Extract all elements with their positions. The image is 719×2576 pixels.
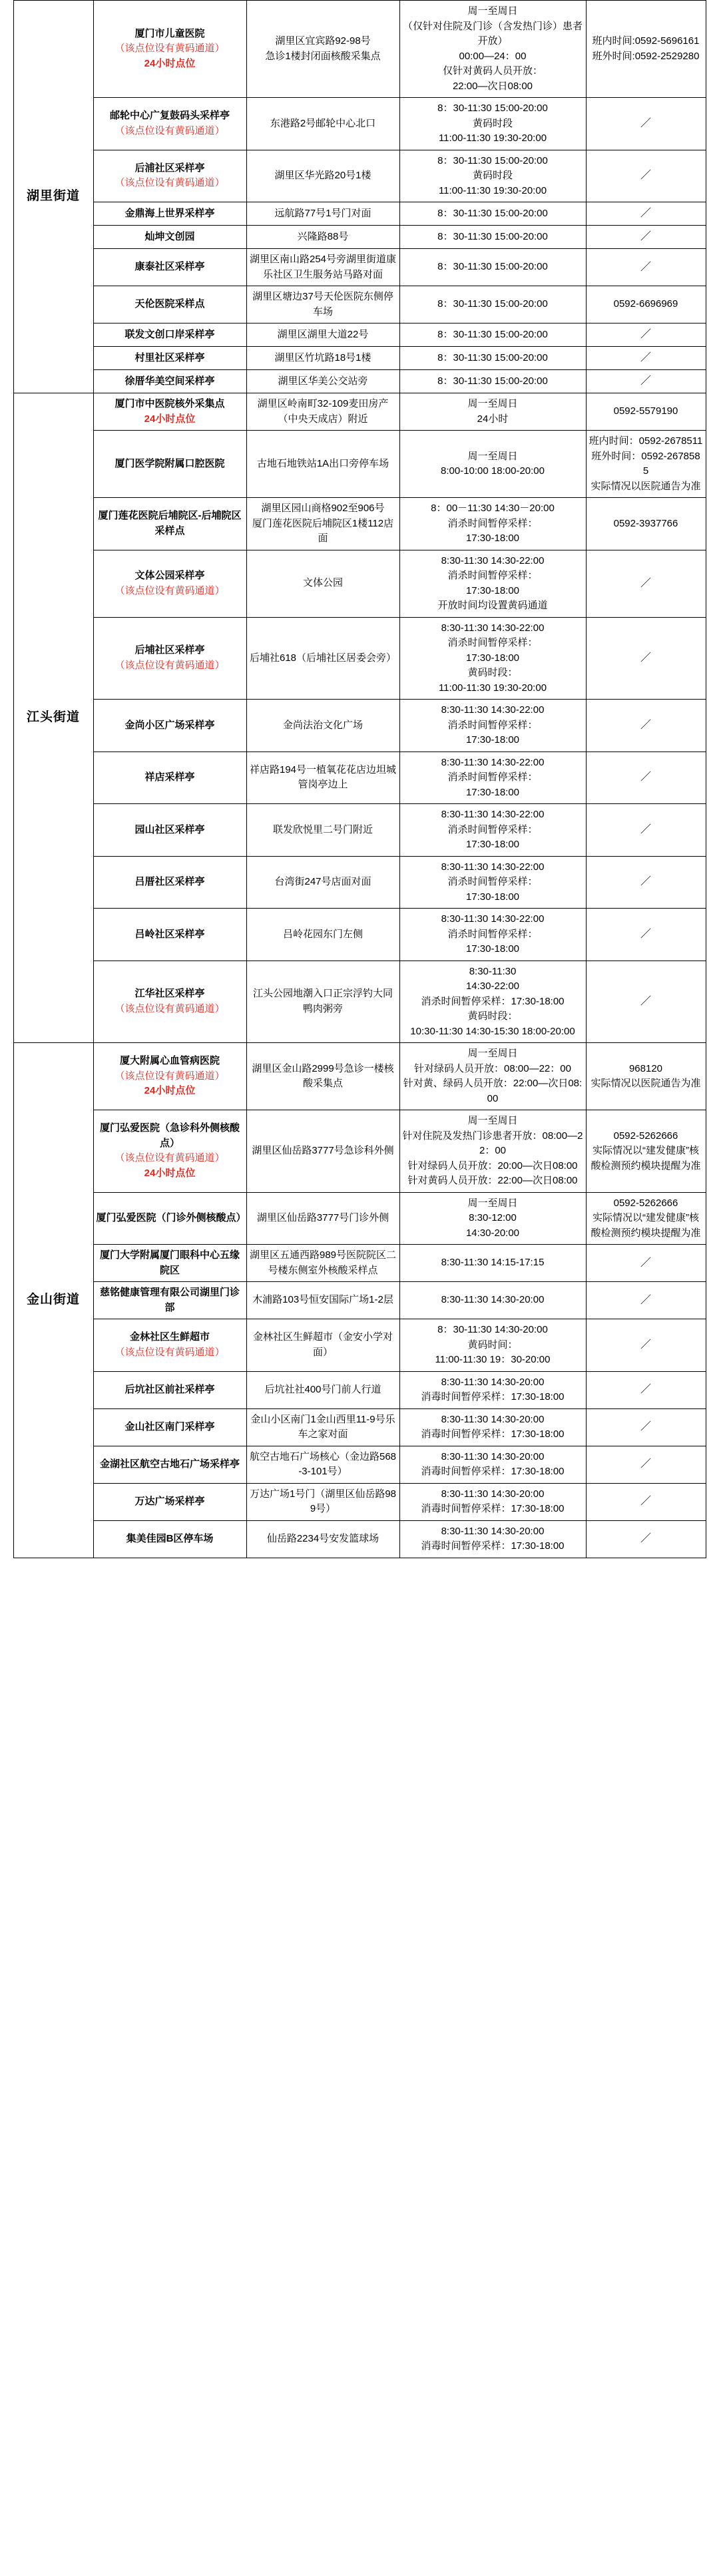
- site-name-text: 后浦社区采样亭: [134, 162, 205, 174]
- site-name-text: 江华社区采样亭: [134, 988, 205, 1000]
- site-address-cell: 湖里区华光路20号1楼: [246, 150, 399, 202]
- site-address-cell: 古地石地铁站1A出口旁停车场: [246, 431, 399, 498]
- site-name-text: 万达广场采样亭: [134, 1495, 205, 1507]
- site-phone-cell: ／: [586, 347, 706, 370]
- site-hours-cell: 8:30-11:30 14:30-22:00 消杀时间暂停采样： 17:30-18:00 黄码时段： 11:00-11:30 19:30-20:00: [399, 617, 586, 700]
- yellow-code-channel-note: （该点位设有黄码通道）: [115, 584, 225, 596]
- site-address-cell: 后埔社618（后埔社区居委会旁）: [246, 617, 399, 700]
- site-hours-cell: 8：30-11:30 15:00-20:00: [399, 286, 586, 323]
- table-row: [13, 1408, 706, 1446]
- 24h-site-note: 24小时点位: [144, 57, 196, 69]
- site-name-text: 集美佳园B区停车场: [126, 1532, 214, 1544]
- table-row: [13, 249, 706, 286]
- site-hours-cell: 8：30-11:30 15:00-20:00 黄码时段 11:00-11:30 19:30-20:00: [399, 150, 586, 202]
- site-phone-cell: ／: [586, 1282, 706, 1319]
- site-name-text: 徐厝华美空间采样亭: [124, 375, 215, 387]
- site-address-cell: 兴隆路88号: [246, 226, 399, 249]
- table-row: [13, 751, 706, 804]
- site-name-cell: [93, 323, 246, 347]
- table-row: [13, 150, 706, 202]
- site-name-cell: [93, 226, 246, 249]
- table-row: [13, 550, 706, 617]
- site-address-cell: 远航路77号1号门对面: [246, 202, 399, 226]
- site-name-cell: [93, 1110, 246, 1193]
- site-hours-cell: 8：30-11:30 15:00-20:00: [399, 226, 586, 249]
- site-name-cell: [93, 909, 246, 961]
- site-name-text: 厦门医学院附属口腔医院: [115, 457, 225, 469]
- site-phone-cell: ／: [586, 1319, 706, 1372]
- site-name-cell: [93, 370, 246, 393]
- site-address-cell: 后坑社社400号门前人行道: [246, 1371, 399, 1408]
- site-address-cell: 湖里区塘边37号天伦医院东侧停车场: [246, 286, 399, 323]
- site-name-text: 厦大附属心血管病医院: [119, 1055, 220, 1067]
- site-address-cell: 吕岭花园东门左侧: [246, 909, 399, 961]
- 24h-site-note: 24小时点位: [144, 413, 196, 425]
- site-phone-cell: ／: [586, 98, 706, 150]
- site-hours-cell: 周一至周日 针对绿码人员开放：08:00—22：00 针对黄、绿码人员开放：22:00—次日08:00: [399, 1043, 586, 1110]
- site-address-cell: 湖里区南山路254号旁湖里街道康乐社区卫生服务站马路对面: [246, 249, 399, 286]
- site-name-cell: [93, 1282, 246, 1319]
- table-row: [13, 370, 706, 393]
- site-name-cell: [93, 550, 246, 617]
- site-name-cell: [93, 1408, 246, 1446]
- site-name-text: 邮轮中心广复鼓码头采样亭: [109, 110, 230, 122]
- site-name-text: 文体公园采样亭: [134, 570, 205, 581]
- site-hours-cell: 周一至周日 8:00-10:00 18:00-20:00: [399, 431, 586, 498]
- table-body: [13, 1, 706, 1558]
- site-name-cell: [93, 617, 246, 700]
- site-name-text: 厦门莲花医院后埔院区-后埔院区采样点: [98, 510, 242, 537]
- yellow-code-channel-note: （该点位设有黄码通道）: [115, 43, 225, 55]
- site-name-cell: [93, 1192, 246, 1245]
- site-name-text: 厦门市儿童医院: [134, 27, 205, 39]
- site-address-cell: 金山小区南门1金山西里11-9号乐车之家对面: [246, 1408, 399, 1446]
- site-address-cell: 金尚法治文化广场: [246, 700, 399, 752]
- site-phone-cell: ／: [586, 909, 706, 961]
- site-name-cell: [93, 1043, 246, 1110]
- site-name-text: 天伦医院采样点: [134, 298, 205, 310]
- site-hours-cell: 8:30-11:30 14:30-22:00 消杀时间暂停采样： 17:30-18:00 开放时间均设置黄码通道: [399, 550, 586, 617]
- site-phone-cell: ／: [586, 856, 706, 909]
- site-address-cell: 湖里区金山路2999号急诊一楼核酸采集点: [246, 1043, 399, 1110]
- site-phone-cell: ／: [586, 961, 706, 1043]
- site-address-cell: 金林社区生鲜超市（金安小学对面）: [246, 1319, 399, 1372]
- site-name-text: 厦门大学附属厦门眼科中心五缘院区: [99, 1249, 240, 1276]
- site-address-cell: 湖里区仙岳路3777号门诊外侧: [246, 1192, 399, 1245]
- site-name-cell: [93, 1520, 246, 1558]
- site-address-cell: 木浦路103号恒安国际广场1-2层: [246, 1282, 399, 1319]
- table-row: [13, 1043, 706, 1110]
- site-hours-cell: 8:30-11:30 14:30-20:00 消毒时间暂停采样：17:30-18:00: [399, 1408, 586, 1446]
- table-row: [13, 1110, 706, 1193]
- site-name-cell: [93, 1245, 246, 1282]
- site-name-text: 村里社区采样亭: [134, 351, 205, 363]
- site-phone-cell: ／: [586, 804, 706, 857]
- yellow-code-channel-note: （该点位设有黄码通道）: [115, 1070, 225, 1082]
- site-phone-cell: ／: [586, 1446, 706, 1483]
- site-hours-cell: 8：30-11:30 15:00-20:00: [399, 202, 586, 226]
- site-name-text: 金山社区南门采样亭: [124, 1420, 215, 1432]
- site-address-cell: 万达广场1号门（湖里区仙岳路989号）: [246, 1483, 399, 1520]
- table-row: [13, 226, 706, 249]
- site-address-cell: 航空古地石广场核心（金边路568-3-101号）: [246, 1446, 399, 1483]
- site-name-cell: [93, 1483, 246, 1520]
- site-name-text: 吕岭社区采样亭: [134, 928, 205, 940]
- table-row: [13, 202, 706, 226]
- site-phone-cell: 0592-5262666 实际情况以“建发健康”核酸检测预约模块提醒为准: [586, 1110, 706, 1193]
- site-name-cell: [93, 150, 246, 202]
- site-hours-cell: 8：30-11:30 15:00-20:00: [399, 249, 586, 286]
- site-hours-cell: 周一至周日 （仅针对住院及门诊（含发热门诊）患者开放） 00:00—24：00 仅针对黄码人员开放： 22:00—次日08:00: [399, 1, 586, 98]
- table-row: [13, 1192, 706, 1245]
- site-name-cell: [93, 804, 246, 857]
- site-name-cell: [93, 393, 246, 431]
- table-row: [13, 347, 706, 370]
- site-phone-cell: ／: [586, 1371, 706, 1408]
- site-phone-cell: ／: [586, 370, 706, 393]
- table-row: [13, 1446, 706, 1483]
- table-row: [13, 909, 706, 961]
- site-name-cell: [93, 1371, 246, 1408]
- site-name-cell: [93, 1, 246, 98]
- site-phone-cell: ／: [586, 617, 706, 700]
- site-phone-cell: ／: [586, 700, 706, 752]
- table-row: [13, 1319, 706, 1372]
- table-row: [13, 1282, 706, 1319]
- site-name-text: 后埔社区采样亭: [134, 644, 205, 656]
- site-hours-cell: 8:30-11:30 14:30-22:00 消杀时间暂停采样： 17:30-18:00: [399, 751, 586, 804]
- site-name-text: 灿坤文创园: [144, 230, 195, 242]
- table-row: [13, 961, 706, 1043]
- site-hours-cell: 8：30-11:30 15:00-20:00 黄码时段 11:00-11:30 19:30-20:00: [399, 98, 586, 150]
- site-hours-cell: 8:30-11:30 14:30-20:00 消毒时间暂停采样：17:30-18:00: [399, 1520, 586, 1558]
- site-hours-cell: 8:30-11:30 14:15-17:15: [399, 1245, 586, 1282]
- site-name-cell: [93, 286, 246, 323]
- site-name-text: 金湖社区航空古地石广场采样亭: [99, 1458, 240, 1470]
- street-name-cell: 金山街道: [13, 1043, 93, 1558]
- site-name-cell: [93, 751, 246, 804]
- site-address-cell: 湖里区岭南町32-109麦田房产（中央天成店）附近: [246, 393, 399, 431]
- site-name-cell: [93, 961, 246, 1043]
- site-address-cell: 湖里区湖里大道22号: [246, 323, 399, 347]
- site-hours-cell: 8:30-11:30 14:30-20:00 消毒时间暂停采样：17:30-18:00: [399, 1371, 586, 1408]
- site-address-cell: 江头公园地潮入口正宗浮钓大同鸭肉粥旁: [246, 961, 399, 1043]
- site-phone-cell: ／: [586, 1483, 706, 1520]
- site-name-text: 后坑社区前社采样亭: [124, 1383, 215, 1395]
- site-hours-cell: 周一至周日 8:30-12:00 14:30-20:00: [399, 1192, 586, 1245]
- table-row: [13, 1483, 706, 1520]
- site-address-cell: 仙岳路2234号安发篮球场: [246, 1520, 399, 1558]
- site-address-cell: 湖里区宜宾路92-98号 急诊1楼封闭面核酸采集点: [246, 1, 399, 98]
- site-address-cell: 湖里区仙岳路3777号急诊科外侧: [246, 1110, 399, 1193]
- site-address-cell: 湖里区竹坑路18号1楼: [246, 347, 399, 370]
- site-address-cell: 湖里区园山商格902至906号 厦门莲花医院后埔院区1楼112店面: [246, 498, 399, 550]
- site-name-text: 联发文创口岸采样亭: [124, 328, 215, 340]
- site-hours-cell: 周一至周日 针对住院及发热门诊患者开放：08:00—22：00 针对绿码人员开放：20:00—次日08:00 针对黄码人员开放：22:00—次日08:00: [399, 1110, 586, 1193]
- site-phone-cell: 班内时间:0592-5696161 班外时间:0592-2529280: [586, 1, 706, 98]
- site-name-text: 金林社区生鲜超市: [129, 1331, 210, 1343]
- site-phone-cell: ／: [586, 202, 706, 226]
- site-name-cell: [93, 498, 246, 550]
- yellow-code-channel-note: （该点位设有黄码通道）: [115, 659, 225, 671]
- site-phone-cell: ／: [586, 249, 706, 286]
- site-name-text: 金尚小区广场采样亭: [124, 719, 215, 731]
- site-name-cell: [93, 98, 246, 150]
- site-hours-cell: 8:30-11:30 14:30-22:00 消杀时间暂停采样：17:30-18:00 黄码时段： 10:30-11:30 14:30-15:30 18:00-20:00: [399, 961, 586, 1043]
- site-phone-cell: ／: [586, 1245, 706, 1282]
- site-address-cell: 东港路2号邮轮中心北口: [246, 98, 399, 150]
- yellow-code-channel-note: （该点位设有黄码通道）: [115, 1002, 225, 1014]
- site-name-text: 金鼎海上世界采样亭: [124, 207, 215, 219]
- 24h-site-note: 24小时点位: [144, 1167, 196, 1179]
- site-hours-cell: 8：30-11:30 15:00-20:00: [399, 323, 586, 347]
- site-name-text: 慈铭健康管理有限公司湖里门诊部: [99, 1287, 240, 1313]
- site-hours-cell: 周一至周日 24小时: [399, 393, 586, 431]
- site-phone-cell: ／: [586, 751, 706, 804]
- table-row: [13, 700, 706, 752]
- site-name-cell: [93, 202, 246, 226]
- site-name-cell: [93, 1446, 246, 1483]
- street-name-cell: 江头街道: [13, 393, 93, 1043]
- site-name-cell: [93, 431, 246, 498]
- table-row: [13, 98, 706, 150]
- yellow-code-channel-note: （该点位设有黄码通道）: [115, 1346, 225, 1358]
- site-phone-cell: 0592-3937766: [586, 498, 706, 550]
- site-phone-cell: 0592-5579190: [586, 393, 706, 431]
- table-row: [13, 393, 706, 431]
- site-name-text: 厦门市中医院核外采集点: [115, 398, 225, 409]
- site-phone-cell: 0592-5262666 实际情况以“建发健康”核酸检测预约模块提醒为准: [586, 1192, 706, 1245]
- site-hours-cell: 8：30-11:30 14:30-20:00 黄码时间： 11:00-11:30 19：30-20:00: [399, 1319, 586, 1372]
- yellow-code-channel-note: （该点位设有黄码通道）: [115, 124, 225, 136]
- 24h-site-note: 24小时点位: [144, 1085, 196, 1097]
- site-name-cell: [93, 1319, 246, 1372]
- street-name-cell: 湖里街道: [13, 1, 93, 393]
- site-phone-cell: ／: [586, 323, 706, 347]
- site-hours-cell: 8:30-11:30 14:30-20:00 消毒时间暂停采样：17:30-18:00: [399, 1446, 586, 1483]
- site-address-cell: 祥店路194号一植氧花花店边坦城管岗亭边上: [246, 751, 399, 804]
- site-name-text: 园山社区采样亭: [134, 823, 205, 835]
- site-phone-cell: ／: [586, 150, 706, 202]
- site-hours-cell: 8:30-11:30 14:30-22:00 消杀时间暂停采样： 17:30-18:00: [399, 804, 586, 857]
- table-row: [13, 1245, 706, 1282]
- site-hours-cell: 8：00－11:30 14:30－20:00 消杀时间暂停采样： 17:30-18:00: [399, 498, 586, 550]
- site-name-text: 厦门弘爱医院（急诊科外侧核酸点）: [99, 1122, 240, 1149]
- yellow-code-channel-note: （该点位设有黄码通道）: [115, 177, 225, 189]
- table-row: [13, 1, 706, 98]
- site-phone-cell: ／: [586, 550, 706, 617]
- table-row: [13, 498, 706, 550]
- site-phone-cell: ／: [586, 1520, 706, 1558]
- table-row: [13, 431, 706, 498]
- site-address-cell: 湖里区五通西路989号医院院区二号楼东侧室外核酸采样点: [246, 1245, 399, 1282]
- table-row: [13, 617, 706, 700]
- table-row: [13, 1520, 706, 1558]
- table-row: [13, 804, 706, 857]
- site-address-cell: 湖里区华美公交站旁: [246, 370, 399, 393]
- site-phone-cell: ／: [586, 226, 706, 249]
- sampling-sites-table: [13, 0, 706, 1558]
- site-name-text: 厦门弘爱医院（门诊外侧核酸点）: [96, 1212, 246, 1223]
- site-name-cell: [93, 700, 246, 752]
- site-name-text: 康泰社区采样亭: [134, 261, 205, 273]
- table-row: [13, 323, 706, 347]
- yellow-code-channel-note: （该点位设有黄码通道）: [115, 1152, 225, 1164]
- site-hours-cell: 8:30-11:30 14:30-22:00 消杀时间暂停采样： 17:30-18:00: [399, 700, 586, 752]
- site-hours-cell: 8：30-11:30 15:00-20:00: [399, 370, 586, 393]
- site-name-cell: [93, 249, 246, 286]
- site-hours-cell: 8：30-11:30 15:00-20:00: [399, 347, 586, 370]
- site-phone-cell: 0592-6696969: [586, 286, 706, 323]
- table-row: [13, 1371, 706, 1408]
- site-name-cell: [93, 347, 246, 370]
- site-phone-cell: ／: [586, 1408, 706, 1446]
- site-address-cell: 联发欣悦里二号门附近: [246, 804, 399, 857]
- site-address-cell: 台湾街247号店面对面: [246, 856, 399, 909]
- site-name-text: 祥店采样亭: [144, 771, 195, 783]
- site-hours-cell: 8:30-11:30 14:30-20:00 消毒时间暂停采样：17:30-18:00: [399, 1483, 586, 1520]
- site-hours-cell: 8:30-11:30 14:30-22:00 消杀时间暂停采样： 17:30-18:00: [399, 909, 586, 961]
- site-phone-cell: 968120 实际情况以医院通告为准: [586, 1043, 706, 1110]
- table-row: [13, 856, 706, 909]
- site-address-cell: 文体公园: [246, 550, 399, 617]
- site-name-text: 吕厝社区采样亭: [134, 876, 205, 887]
- table-row: [13, 286, 706, 323]
- site-hours-cell: 8:30-11:30 14:30-22:00 消杀时间暂停采样： 17:30-18:00: [399, 856, 586, 909]
- site-name-cell: [93, 856, 246, 909]
- site-phone-cell: 班内时间：0592-2678511 班外时间：0592-2678585 实际情况以医院通告为准: [586, 431, 706, 498]
- site-hours-cell: 8:30-11:30 14:30-20:00: [399, 1282, 586, 1319]
